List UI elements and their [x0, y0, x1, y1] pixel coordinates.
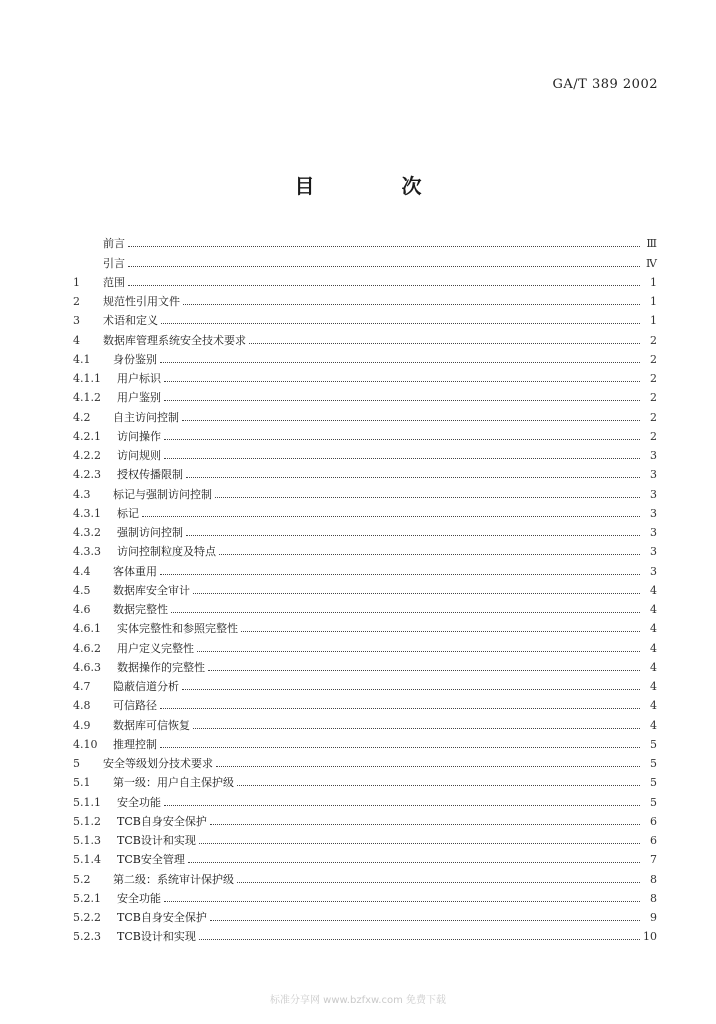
toc-entry-number: 4.3 — [73, 487, 91, 501]
toc-entry[interactable] — [73, 502, 657, 521]
toc-entry-title: 访问控制粒度及特点 — [117, 545, 216, 559]
toc-entry-title: 标记 — [117, 506, 139, 520]
toc-entry-number: 5.2.3 — [73, 930, 101, 944]
toc-entry-page: 8 — [650, 872, 657, 886]
toc-entry-page: 5 — [650, 757, 657, 770]
toc-entry-title: 安全等级划分技术要求 — [103, 757, 213, 770]
dot-leader — [199, 938, 640, 940]
dot-leader — [237, 881, 640, 883]
dot-leader — [171, 611, 640, 613]
toc-entry[interactable] — [73, 271, 657, 290]
toc-entry-number: 5.2.1 — [73, 891, 101, 905]
toc-entry-title: 客体重用 — [113, 564, 157, 578]
toc-entry-number: 1 — [73, 275, 80, 289]
toc-entry-title: 第二级：系统审计保护级 — [113, 872, 234, 886]
toc-entry[interactable] — [73, 790, 657, 809]
toc-entry-title: 访问规则 — [117, 449, 161, 462]
toc-entry-title: 可信路径 — [113, 699, 157, 713]
dot-leader — [142, 515, 640, 517]
toc-entry-number: 4.10 — [73, 737, 98, 751]
toc-entry-title: TCB设计和实现 — [117, 834, 196, 847]
dot-leader — [241, 630, 640, 632]
dot-leader — [164, 438, 640, 440]
toc-entry-title: 前言 — [103, 237, 125, 251]
toc-entry-page: 4 — [650, 641, 657, 655]
dot-leader — [186, 476, 640, 478]
toc-entry[interactable] — [73, 733, 657, 752]
toc-entry-title: 用户标识 — [117, 372, 161, 385]
toc-entry-title: 自主访问控制 — [113, 410, 179, 424]
toc-entry-page: 10 — [643, 930, 657, 944]
dot-leader — [193, 592, 640, 594]
toc-entry-title: 授权传播限制 — [117, 468, 183, 482]
toc-entry[interactable] — [73, 598, 657, 617]
toc-entry[interactable] — [73, 559, 657, 578]
toc-entry[interactable] — [73, 829, 657, 848]
dot-leader — [210, 823, 640, 825]
dot-leader — [237, 784, 640, 786]
dot-leader — [249, 342, 640, 344]
toc-entry[interactable] — [73, 771, 657, 790]
toc-entry-page: 2 — [650, 410, 657, 424]
toc-entry-page: 3 — [650, 506, 657, 520]
dot-leader — [182, 688, 640, 690]
toc-entry-title: 范围 — [103, 275, 125, 289]
toc-entry-page: 4 — [650, 583, 657, 597]
toc-entry[interactable] — [73, 521, 657, 540]
toc-entry-page: 3 — [650, 564, 657, 578]
toc-entry-number: 5.1 — [73, 776, 91, 790]
toc-entry-title: 安全功能 — [117, 795, 161, 809]
dot-leader — [128, 265, 640, 267]
toc-entry-number: 3 — [73, 314, 80, 328]
dot-leader — [164, 457, 640, 459]
dot-leader — [128, 245, 640, 247]
toc-entry-number: 4.3.2 — [73, 526, 101, 539]
toc-entry[interactable] — [73, 251, 657, 270]
toc-entry-number: 5.2.2 — [73, 911, 101, 924]
toc-entry-number: 4.2.3 — [73, 468, 101, 482]
dot-leader — [161, 322, 640, 324]
toc-entry-title: 数据完整性 — [113, 603, 168, 616]
toc-list — [73, 232, 657, 944]
toc-entry-page: 2 — [650, 391, 657, 405]
toc-entry-page: 2 — [650, 352, 657, 366]
dot-leader — [216, 765, 640, 767]
toc-entry-title: 隐蔽信道分析 — [113, 680, 179, 693]
toc-entry-page: 6 — [650, 814, 657, 828]
toc-entry-number: 4 — [73, 333, 80, 347]
toc-entry[interactable] — [73, 290, 657, 309]
toc-entry-number: 4.3.3 — [73, 545, 101, 559]
toc-entry-page: 7 — [650, 853, 657, 867]
toc-entry-page: 3 — [650, 526, 657, 539]
toc-entry-title: 实体完整性和参照完整性 — [117, 622, 238, 636]
dot-leader — [183, 303, 640, 305]
toc-entry-page: 4 — [650, 680, 657, 693]
dot-leader — [164, 900, 640, 902]
dot-leader — [128, 284, 640, 286]
toc-entry[interactable] — [73, 579, 657, 598]
dot-leader — [160, 746, 640, 748]
toc-entry[interactable] — [73, 482, 657, 501]
toc-entry[interactable] — [73, 328, 657, 347]
watermark: 标准分享网 www.bzfxw.com 免费下载 — [270, 995, 446, 1006]
toc-entry-number: 4.6.2 — [73, 641, 101, 655]
toc-entry-number: 4.6.3 — [73, 660, 101, 674]
toc-entry[interactable] — [73, 694, 657, 713]
toc-entry-title: 标记与强制访问控制 — [113, 487, 212, 501]
toc-entry[interactable] — [73, 867, 657, 886]
toc-entry-title: 规范性引用文件 — [103, 295, 180, 308]
toc-entry-page: 3 — [650, 487, 657, 501]
toc-entry-title: TCB自身安全保护 — [117, 911, 207, 924]
toc-entry-number: 4.1 — [73, 352, 91, 366]
toc-entry-title: 术语和定义 — [103, 314, 158, 328]
toc-entry-number: 4.9 — [73, 718, 91, 732]
toc-entry-number: 4.3.1 — [73, 506, 101, 520]
toc-entry-page: 1 — [650, 314, 657, 328]
toc-entry-page: 1 — [650, 295, 657, 308]
dot-leader — [182, 419, 640, 421]
toc-entry-number: 5.1.2 — [73, 814, 101, 828]
toc-entry-title: 第一级：用户自主保护级 — [113, 776, 234, 790]
toc-entry-page: 5 — [650, 737, 657, 751]
toc-entry-number: 4.6 — [73, 603, 91, 616]
toc-entry[interactable] — [73, 232, 657, 251]
toc-entry-page: 4 — [650, 660, 657, 674]
toc-entry-number: 2 — [73, 295, 80, 308]
toc-entry[interactable] — [73, 444, 657, 463]
toc-entry-title: 强制访问控制 — [117, 526, 183, 539]
toc-entry-title: 引言 — [103, 256, 125, 270]
dot-leader — [160, 573, 640, 575]
toc-entry[interactable] — [73, 309, 657, 328]
dot-leader — [164, 399, 640, 401]
toc-entry-title: TCB自身安全保护 — [117, 814, 207, 828]
toc-entry-page: 4 — [650, 699, 657, 713]
toc-entry-number: 4.6.1 — [73, 622, 101, 636]
toc-entry[interactable] — [73, 348, 657, 367]
toc-entry[interactable] — [73, 386, 657, 405]
toc-entry[interactable] — [73, 887, 657, 906]
toc-entry-number: 4.2.1 — [73, 429, 101, 443]
toc-entry-title: 访问操作 — [117, 429, 161, 443]
toc-entry-number: 4.7 — [73, 680, 91, 693]
dot-leader — [197, 650, 640, 652]
dot-leader — [164, 380, 640, 382]
toc-entry-page: 4 — [650, 718, 657, 732]
toc-entry-page: Ⅳ — [646, 256, 657, 270]
toc-entry-number: 5.1.1 — [73, 795, 101, 809]
toc-entry-title: 安全功能 — [117, 891, 161, 905]
toc-entry-number: 4.5 — [73, 583, 91, 597]
toc-entry-page: Ⅲ — [646, 237, 657, 251]
toc-entry-page: 5 — [650, 795, 657, 809]
dot-leader — [188, 861, 640, 863]
toc-entry-page: 5 — [650, 776, 657, 790]
toc-entry-page: 2 — [650, 333, 657, 347]
toc-entry[interactable] — [73, 810, 657, 829]
toc-entry[interactable] — [73, 656, 657, 675]
toc-entry[interactable] — [73, 540, 657, 559]
toc-entry[interactable] — [73, 617, 657, 636]
toc-entry-title: 用户鉴别 — [117, 391, 161, 405]
standard-code: GA/T 389 2002 — [552, 77, 658, 92]
toc-entry-page: 4 — [650, 622, 657, 636]
toc-entry-title: 数据库可信恢复 — [113, 718, 190, 732]
toc-entry-title: TCB安全管理 — [117, 853, 185, 867]
toc-entry[interactable] — [73, 752, 657, 771]
dot-leader — [199, 842, 640, 844]
dot-leader — [193, 727, 640, 729]
toc-entry[interactable] — [73, 906, 657, 925]
toc-entry-title: 数据库管理系统安全技术要求 — [103, 333, 246, 347]
toc-entry-number: 4.2 — [73, 410, 91, 424]
dot-leader — [160, 707, 640, 709]
toc-entry-title: 数据操作的完整性 — [117, 660, 205, 674]
toc-entry-page: 2 — [650, 372, 657, 385]
toc-title: 目 次 — [294, 174, 462, 198]
toc-entry-title: 数据库安全审计 — [113, 583, 190, 597]
toc-entry-number: 4.2.2 — [73, 449, 101, 462]
toc-entry[interactable] — [73, 848, 657, 867]
toc-entry-number: 4.8 — [73, 699, 91, 713]
toc-entry-number: 5.2 — [73, 872, 91, 886]
toc-entry[interactable] — [73, 405, 657, 424]
toc-entry-number: 4.1.1 — [73, 372, 101, 385]
toc-entry-page: 4 — [650, 603, 657, 616]
toc-entry[interactable] — [73, 425, 657, 444]
dot-leader — [219, 553, 640, 555]
toc-entry[interactable] — [73, 675, 657, 694]
toc-entry-title: 用户定义完整性 — [117, 641, 194, 655]
toc-entry[interactable] — [73, 367, 657, 386]
toc-entry-number: 5.1.3 — [73, 834, 101, 847]
toc-entry[interactable] — [73, 713, 657, 732]
toc-entry[interactable] — [73, 925, 657, 944]
toc-entry-number: 4.1.2 — [73, 391, 101, 405]
toc-entry[interactable] — [73, 463, 657, 482]
toc-entry-page: 3 — [650, 468, 657, 482]
toc-entry-title: 推理控制 — [113, 737, 157, 751]
toc-entry-page: 6 — [650, 834, 657, 847]
toc-entry[interactable] — [73, 636, 657, 655]
dot-leader — [208, 669, 640, 671]
dot-leader — [210, 919, 640, 921]
dot-leader — [160, 361, 640, 363]
dot-leader — [164, 804, 640, 806]
toc-entry-page: 9 — [650, 911, 657, 924]
toc-entry-page: 1 — [650, 275, 657, 289]
dot-leader — [186, 534, 640, 536]
toc-entry-number: 4.4 — [73, 564, 91, 578]
toc-entry-page: 3 — [650, 545, 657, 559]
toc-entry-number: 5 — [73, 757, 80, 770]
toc-entry-title: TCB设计和实现 — [117, 930, 196, 944]
toc-entry-page: 3 — [650, 449, 657, 462]
toc-entry-page: 2 — [650, 429, 657, 443]
toc-entry-number: 5.1.4 — [73, 853, 101, 867]
dot-leader — [215, 496, 640, 498]
toc-entry-title: 身份鉴别 — [113, 352, 157, 366]
toc-entry-page: 8 — [650, 891, 657, 905]
